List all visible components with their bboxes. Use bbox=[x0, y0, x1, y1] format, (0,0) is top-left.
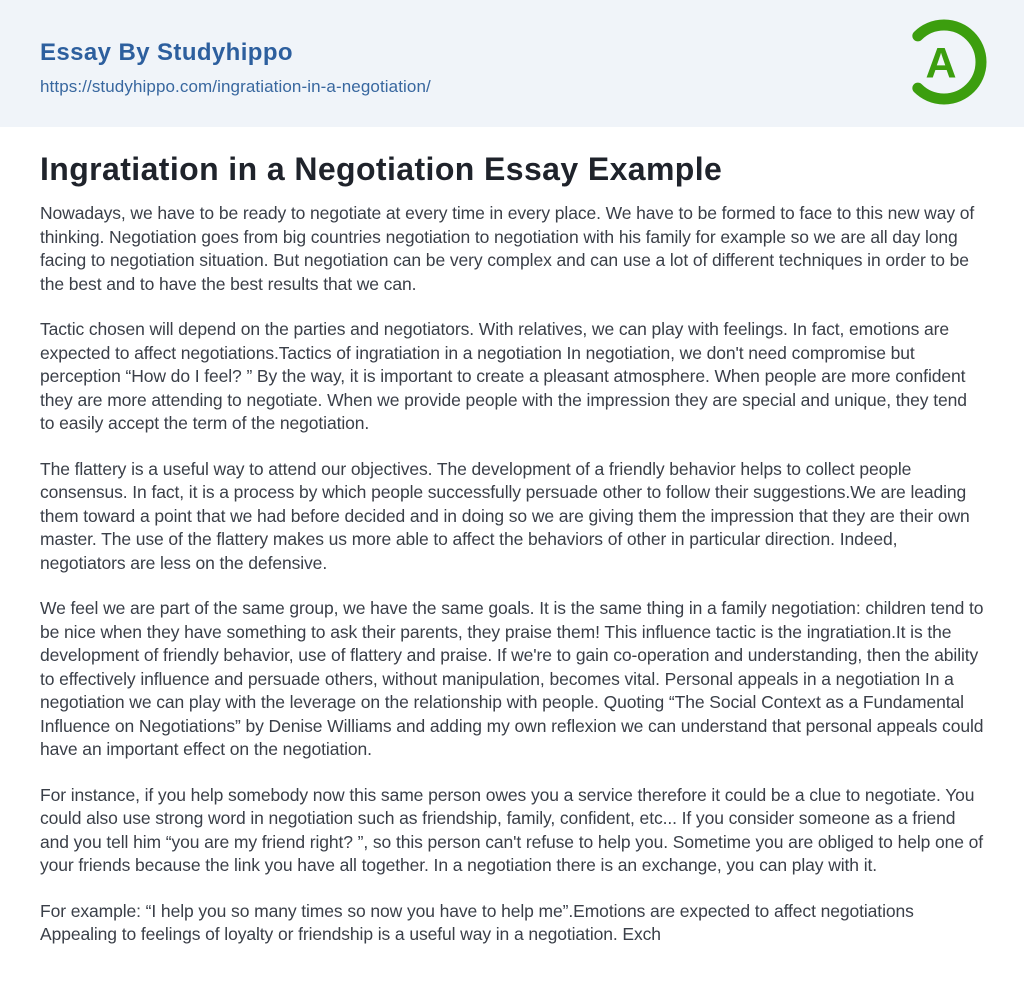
essay-url-link[interactable]: https://studyhippo.com/ingratiation-in-a-negotiation/ bbox=[40, 76, 431, 96]
logo-letter: A bbox=[925, 39, 957, 87]
header-text-block bbox=[40, 31, 431, 97]
essay-paragraph: The flattery is a useful way to attend our objectives. The development of a friendly behavior helps to collect people consensus. In fact, it is a process by which people successfully persuade other to follow their suggestions.We are leading them toward a point that we had before decided and in doing so we are giving them the impression that they are their own master. The use of the flattery makes us more able to affect the behaviors of other in particular direction. Indeed, negotiators are less on the defensive. bbox=[40, 458, 970, 573]
essay-paragraph: We feel we are part of the same group, we have the same goals. It is the same thing in a family negotiation: children tend to be nice when they have something to ask their parents, they praise them! This influence tactic is the ingratiation.It is the development of friendly behavior, use of flattery and praise. If we're to gain co-operation and understanding, then the ability to effectively influence and persuade others, without manipulation, becomes vital. Personal appeals in a negotiation In a negotiation we can play with the leverage on the relationship with people. Quoting “The Social Context as a Fundamental Influence on Negotiations” by Denise Williams and adding my own reflexion we can understand that personal appeals could have an important effect on the negotiation. bbox=[40, 598, 984, 759]
essay-paragraph: For instance, if you help somebody now this same person owes you a service therefore it could be a clue to negotiate. You could also use strong word in negotiation such as friendship, family, confident, etc... If you consider someone as a friend and you tell him “you are my friend right? ”, so this person can't refuse to help you. Sometime you are obliged to help one of your friends because the link you have all together. In a negotiation there is an exchange, you can play with it. bbox=[40, 784, 984, 875]
site-title: Essay By Studyhippo bbox=[40, 38, 293, 66]
essay-paragraph: Nowadays, we have to be ready to negotiate at every time in every place. We have to be formed to face to this new way of thinking. Negotiation goes from big countries negotiation to negotiation with his family for example so we are all day long facing to negotiation situation. But negotiation can be very complex and can use a lot of different techniques in order to be the best and to have the best results that we can. bbox=[40, 203, 975, 294]
essay-paragraph: For example: “I help you so many times so now you have to help me”.Emotions are expected to affect negotiations Appealing to feelings of loyalty or friendship is a useful way in a negotiation. Exch bbox=[40, 900, 914, 944]
essay-paragraph: Tactic chosen will depend on the parties and negotiators. With relatives, we can play with feelings. In fact, emotions are expected to affect negotiations.Tactics of ingratiation in a negotiation In negotiation, we don't need compromise but perception “How do I feel? ” By the way, it is important to create a pleasant atmosphere. When people are more confident they are more attending to negotiate. When we provide people with the impression they are special and unique, they tend to easily accept the term of the negotiation. bbox=[40, 319, 967, 433]
essay-content bbox=[0, 127, 1024, 947]
site-header bbox=[0, 0, 1024, 127]
essay-title: Ingratiation in a Negotiation Essay Example bbox=[40, 151, 723, 187]
studyhippo-logo-icon bbox=[900, 18, 988, 106]
